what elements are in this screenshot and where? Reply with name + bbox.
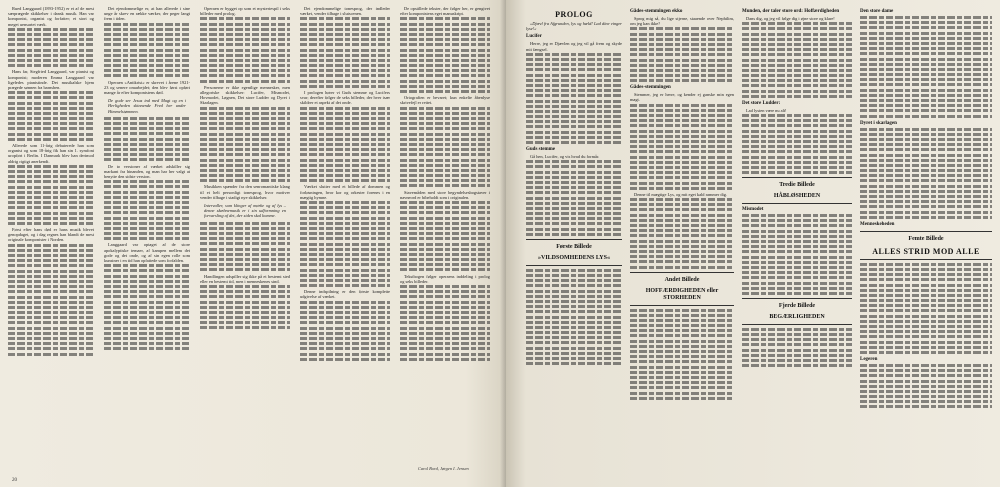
text-block — [8, 28, 94, 67]
divider — [742, 177, 852, 178]
divider — [742, 298, 852, 299]
role-name: Gådes-stemmingen ekko — [630, 9, 683, 14]
text-block — [300, 201, 390, 287]
text-block — [400, 107, 490, 188]
divider — [742, 203, 852, 204]
paragraph: Personerne er ikke egentlige mennesker, men allegoriske skikkelser: Lucifer, Mismodet, Hovmodet, Løgnen, Det store Ludder og Dyret i Skarlagen. — [200, 84, 290, 106]
scene-label: Andet Billede — [664, 276, 700, 283]
left-column-5 — [400, 6, 490, 481]
divider — [630, 305, 734, 306]
text-block — [630, 198, 734, 268]
paragraph: Værket slutter med et billede af dommen og forløsningen, hvor kor og orkester forenes i en mægtig hymne. — [300, 184, 390, 200]
text-block — [860, 263, 992, 354]
right-column-3 — [742, 6, 852, 481]
scene-label: Femte Billede — [908, 235, 944, 242]
left-column-1 — [8, 6, 94, 481]
text-block — [860, 128, 992, 219]
scene-title: HÅBLØSHEDEN — [773, 193, 821, 200]
libretto-line: Lad lysten være nu alt! — [746, 107, 787, 113]
text-block — [104, 264, 190, 350]
role-name: Guds stemme — [526, 147, 556, 152]
paragraph: Stavemåden med store begyndelsesbogstaver i navneord er bibeholdt som i originalen. — [400, 189, 490, 200]
right-column-2 — [630, 6, 734, 481]
text-block — [630, 104, 734, 190]
text-block — [8, 165, 94, 225]
text-block — [104, 23, 190, 78]
paragraph: Det ejendommelige er, at han allerede i sine unge år skrev en række værker, der peger langt frem i tiden. — [104, 6, 190, 22]
text-block — [200, 285, 290, 330]
text-block — [8, 91, 94, 141]
role-name: Mismodet — [742, 207, 764, 213]
paragraph: De opstillede tekster, der følger her, er gengivet efter komponistens eget manuskript. — [400, 6, 490, 17]
role-name: Lucifer — [526, 34, 542, 40]
left-column-3 — [200, 6, 290, 481]
text-block — [200, 17, 290, 82]
paragraph: Operaen »Antikrist« er skrevet i årene 1921-23 og senere omarbejdet; den blev først opført mange år efter komponistens død. — [104, 79, 190, 96]
text-block — [8, 244, 94, 356]
divider — [860, 231, 992, 232]
paragraph: I prologen hører vi Guds stemme og Lucifers svar; derefter følger de seks billeder, der hver især skildrer et aspekt af det onde. — [300, 90, 390, 106]
scene-label: Fjerde Billede — [778, 302, 816, 309]
role-name: Dyret i skarlagen — [860, 120, 897, 126]
paragraph: Denne indspilning er den første komplette udgivelse af værket. — [300, 289, 390, 300]
text-block — [742, 114, 852, 174]
scene-label: Første Billede — [556, 243, 592, 250]
text-block — [300, 107, 390, 183]
text-block — [742, 214, 852, 295]
paragraph: Det ejendommelige tonesprog, der indleder værket, vender tilbage i slutscenen. — [300, 6, 390, 17]
divider — [526, 265, 622, 266]
scene-title: HOFFÆRDIGHEDEN eller STORHEDEN — [645, 287, 719, 301]
right-column-4 — [860, 6, 992, 481]
right-page — [506, 0, 1000, 487]
divider — [742, 324, 852, 325]
text-block — [630, 27, 734, 82]
left-column-2 — [104, 6, 190, 481]
paragraph: Hans far, Siegfried Langgaard, var pianist og komponist; moderen Emma Langgaard var ligeledes pianistinde. Det musikalske hjem prægede sønnen fra barnsben. — [8, 69, 94, 90]
divider — [630, 272, 734, 273]
role-name: Legeren — [860, 356, 878, 362]
author-credit: Carol Bord, Jørgen I. Jensen — [418, 466, 469, 471]
paragraph: Først efter hans død er hans musik blevet genopdaget, og i dag regnes han blandt de mest originale komponister i Norden. — [8, 227, 94, 243]
text-block — [526, 160, 622, 236]
quote: Intervaller, som klinger af mørke og af lys – denne skæbnemusik er i sin udformning en forvarsling af det, der siden skal komme. — [204, 203, 286, 219]
libretto-line: »Djævl fra Afgrunden, lys og hæld! Lad dine vinger lyse!« — [526, 21, 622, 32]
role-name: Den store dame — [860, 9, 894, 14]
scene-title: »VILDSOMHEDENS LYS« — [538, 254, 610, 261]
role-name: Menneskeheden — [860, 221, 895, 227]
prolog-heading: PROLOG — [555, 10, 593, 19]
left-column-4 — [300, 6, 390, 481]
text-block — [742, 328, 852, 367]
quote: De gode ser Jesus ind med Magt og en i Herligheden skinnende Fred her under Himmelstømmen. — [108, 98, 186, 114]
scene-label: Tredie Billede — [779, 182, 815, 189]
right-column-1 — [526, 6, 622, 481]
text-block — [526, 53, 622, 144]
text-block — [860, 16, 992, 118]
libretto-line: Herre, jeg er Djævlen og jeg vil gå frem og skyde mit fængsel. — [526, 41, 622, 52]
paragraph: Rued Langgaard (1893-1952) er et af de mest særprægede skikkelser i dansk musik. Han var komponist, organist og forfatter; et stort og meget uensartet værk. — [8, 6, 94, 27]
text-block — [400, 201, 490, 271]
libretto-line: Stemmer, jeg er herre, og kender ej ganske min egen magt. — [630, 92, 734, 103]
paragraph: Handlingen udspiller sig ikke på et bestemt sted eller en bestemt tid, men i menneskenes sind. — [200, 273, 290, 284]
text-block — [860, 364, 992, 409]
text-block — [300, 17, 390, 87]
libretto-line: Sprog mig så, du lige stjerne, staaende over Nephilim, om jeg kan ikke? — [630, 16, 734, 27]
paragraph: Operaen er bygget op som et mysteriespil i seks billeder med prolog. — [200, 6, 290, 17]
text-block — [400, 285, 490, 361]
text-block — [630, 309, 734, 400]
libretto-line: Gå hen, Lucifer, og vis hvad du formår. — [530, 154, 600, 159]
paragraph: Langgaard var optaget af de store apokalyptiske temaer, af kampen mellem det gode og det onde, og af sin egen rolle som kunstner i en tid han opfattede som forfalden. — [104, 242, 190, 264]
libretto-line: Dans dig, og jeg vil følge dig i øjne store og klare! — [746, 16, 835, 21]
text-block — [104, 180, 190, 240]
text-block — [200, 107, 290, 183]
text-block — [526, 269, 622, 365]
text-block — [300, 301, 390, 361]
text-block — [400, 17, 490, 93]
role-name: Munden, der taler store ord: Hoffærdigheden — [742, 9, 840, 14]
libretto-line: Denne til mægtige Lys, og mit eget kald rammer dig. — [634, 191, 728, 197]
paragraph: Tekstbogen følger operaens inddeling i prolog og seks billeder. — [400, 273, 490, 284]
divider — [526, 239, 622, 240]
paragraph: Musikken spænder fra den senromantiske klang til et helt personligt tonesprog, hvor motiver vender tilbage i stadigt nye skikkelser. — [200, 184, 290, 200]
text-block — [742, 22, 852, 98]
scene-title: BEGÆRLIGHEDEN — [769, 313, 825, 320]
scene-title: ALLES STRID MOD ALLE — [872, 246, 980, 256]
text-block — [200, 222, 290, 272]
text-block — [104, 117, 190, 162]
divider — [860, 259, 992, 260]
role-name: Gådes-stemmingen — [630, 85, 671, 91]
paragraph: De to versioner af værket adskiller sig markant fra hinanden, og man har her valgt at benytte den sidste version. — [104, 163, 190, 179]
page-number: 20 — [12, 478, 17, 483]
paragraph: Allerede som 11-årig debuterede han som organist og som 18-årig fik han sin 1. symfoni uropført i Berlin. I Danmark blev han derimod aldrig rigtigt anerkendt. — [8, 143, 94, 164]
role-name: Det store Ludder: — [742, 100, 781, 106]
paragraph: Ortografien er bevaret; kun enkelte åbenlyse skrivefejl er rettet. — [400, 95, 490, 106]
